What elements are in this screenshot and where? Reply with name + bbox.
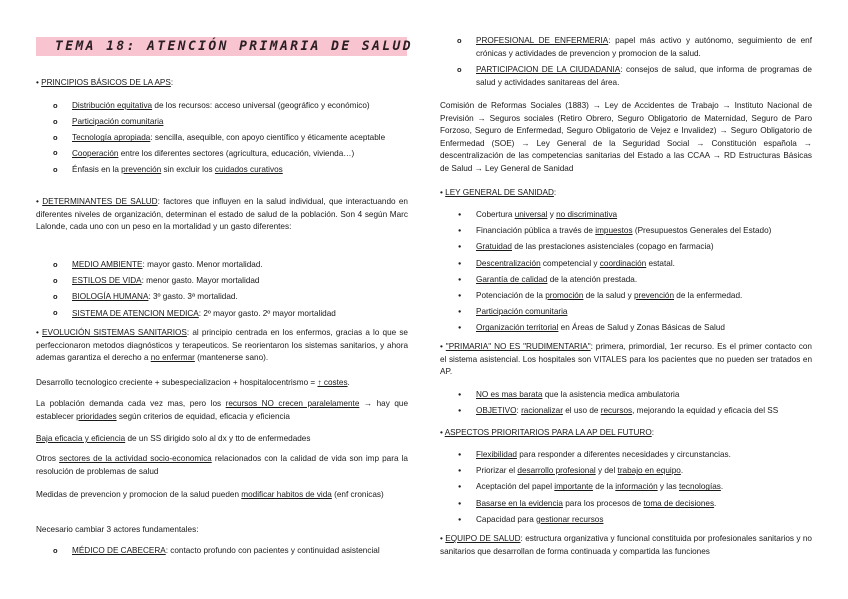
- list-item: o Distribución equitativa de los recursos: acceso universal (geográfico y económico): [36, 100, 408, 113]
- determinantes-list: [36, 259, 408, 324]
- list-item: o PARTICIPACION DE LA CIUDADANIA: consejos de salud, que informa de programas de salud y actividades sanitareas del área.: [440, 64, 812, 89]
- list-item: o ESTILOS DE VIDA: menor gasto. Mayor mortalidad: [36, 275, 408, 288]
- list-item: ● Potenciación de la promoción de la salud y prevención de la enfermedad.: [440, 290, 812, 303]
- list-item: ● Gratuidad de las prestaciones asistenciales (copago en farmacia): [440, 241, 812, 254]
- comision-paragraph: Comisión de Reformas Sociales (1883) → Ley de Accidentes de Trabajo → Instituto Nacional de Previsión → Seguros sociales (Retiro Obrero, Seguro Obligatorio de Maternidad, Seguro de Paro Forzoso, Seguro de Enfermedad, Seguro Obligatorio de Vejez e Invalidez) → Seguro Obligatorio de Enfermedad (SOE) → Ley General de la Seguridad Social → Constitución española → descentralización de las competencias sanitarias del Estado a las CCAA → RD Estructuras Básicas de Salud → Ley General de Sanidad: [440, 101, 812, 173]
- evolucion-heading: EVOLUCIÓN SISTEMAS SANITARIOS: [42, 328, 187, 337]
- list-item: ● Basarse en la evidencia para los procesos de toma de decisiones.: [440, 498, 812, 511]
- list-item: o PROFESIONAL DE ENFERMERIA: papel más activo y autónomo, seguimiento de enf crónicas y actividades de prevencion y promocion de la salud.: [440, 35, 812, 60]
- list-item: o SISTEMA DE ATENCION MEDICA: 2º mayor gasto. 2º mayor mortalidad: [36, 308, 408, 321]
- primaria-heading: "PRIMARIA" NO ES "RUDIMENTARIA": [445, 342, 591, 351]
- list-item: o MÉDICO DE CABECERA: contacto profundo con pacientes y continuidad asistencial: [36, 545, 408, 558]
- list-item: ● Aceptación del papel importante de la información y las tecnologías.: [440, 481, 812, 494]
- poblacion-paragraph: La población demanda cada vez mas, pero los recursos NO crecen paralelamente → hay que establecer prioridades según criterios de equidad, eficacia y eficiencia: [36, 399, 409, 421]
- list-item: ● Organización territorial en Áreas de Salud y Zonas Básicas de Salud: [440, 322, 812, 335]
- list-item: ● Garantía de calidad de la atención prestada.: [440, 274, 812, 287]
- list-item: ● Capacidad para gestionar recursos: [440, 514, 812, 527]
- evolucion-paragraph: • EVOLUCIÓN SISTEMAS SANITARIOS: al principio centrada en los enfermos, gracias a lo que se perfeccionaron metodos diagnósticos y terapeuticos. Se reorientaron los sistemas sanitarios, y ahora ademas garantiza el derecho a no enfermar (mantenerse sano).: [36, 328, 408, 363]
- actores-list-left: [36, 545, 408, 561]
- baja-paragraph: Baja eficacia y eficiencia de un SS dirigido solo al dx y tto de enfermedades: [36, 434, 311, 443]
- list-item: o Participación comunitaria: [36, 116, 408, 129]
- ley-list: [440, 209, 812, 339]
- principios-list: [36, 100, 408, 180]
- medidas-paragraph: Medidas de prevencion y promocion de la salud pueden modificar habitos de vida (enf cronicas): [36, 490, 384, 499]
- aspectos-list: [440, 449, 812, 530]
- principios-heading: PRINCIPIOS BÁSICOS DE LA APS: [41, 78, 171, 87]
- equipo-heading: EQUIPO DE SALUD: [445, 534, 521, 543]
- list-item: ● NO es mas barata que la asistencia medica ambulatoria: [440, 389, 812, 402]
- desarrollo-paragraph: Desarrollo tecnologico creciente + subespecializacion + hospitalocentrismo = ↑ costes.: [36, 378, 350, 387]
- otros-paragraph: Otros sectores de la actividad socio-economica relacionados con la calidad de vida son imp para la resolución de problemas de salud: [36, 454, 408, 476]
- list-item: ● Priorizar el desarrollo profesional y del trabajo en equipo.: [440, 465, 812, 478]
- determinantes-paragraph: • DETERMINANTES DE SALUD: factores que influyen en la salud individual, que interactuando en diferentes niveles de organización, determinan el estado de salud de la población. Son 4 según Marc Lalonde, cada uno con un peso en la mortalidad y un gasto diferentes:: [36, 197, 408, 232]
- list-item: ● Participación comunitaria: [440, 306, 812, 319]
- aspectos-heading: ASPECTOS PRIORITARIOS PARA LA AP DEL FUTURO: [444, 428, 652, 437]
- actores-list-right: [440, 35, 812, 93]
- ley-heading-line: • LEY GENERAL DE SANIDAD:: [440, 188, 557, 197]
- principios-heading-line: • PRINCIPIOS BÁSICOS DE LA APS:: [36, 78, 174, 87]
- list-item: o BIOLOGÍA HUMANA: 3º gasto. 3ª mortalidad.: [36, 291, 408, 304]
- page-title: TEMA 18: ATENCIÓN PRIMARIA DE SALUD: [55, 39, 413, 54]
- list-item: ● Flexibilidad para responder a diferentes necesidades y circunstancias.: [440, 449, 812, 462]
- list-item: ● Financiación pública a través de impuestos (Presupuestos Generales del Estado): [440, 225, 812, 238]
- ley-heading: LEY GENERAL DE SANIDAD: [445, 188, 554, 197]
- equipo-paragraph: • EQUIPO DE SALUD: estructura organizativa y funcional constituida por profesionales sanitarios y no sanitarios que desarrollan de forma continuada y compartida las funciones: [440, 534, 812, 556]
- list-item: ● OBJETIVO: racionalizar el uso de recursos, mejorando la equidad y eficacia del SS: [440, 405, 812, 418]
- list-item: o MEDIO AMBIENTE: mayor gasto. Menor mortalidad.: [36, 259, 408, 272]
- aspectos-heading-line: • ASPECTOS PRIORITARIOS PARA LA AP DEL FUTURO:: [440, 428, 654, 437]
- list-item: o Énfasis en la prevención sin excluir los cuidados curativos: [36, 164, 408, 177]
- list-item: o Tecnología apropiada: sencilla, asequible, con apoyo científico y éticamente aceptable: [36, 132, 408, 144]
- primaria-paragraph: • "PRIMARIA" NO ES "RUDIMENTARIA": primera, primordial, 1er recurso. Es el primer contacto con el sistema asistencial. Los hospitales son VITALES para los pacientes que no pueden ser tratados en AP.: [440, 342, 812, 377]
- determinantes-heading: DETERMINANTES DE SALUD: [42, 197, 158, 206]
- list-item: ● Descentralización competencial y coordinación estatal.: [440, 258, 812, 271]
- list-item: ● Cobertura universal y no discriminativa: [440, 209, 812, 222]
- list-item: o Cooperación entre los diferentes sectores (agricultura, educación, vivienda…): [36, 148, 408, 161]
- necesario-paragraph: Necesario cambiar 3 actores fundamentales:: [36, 525, 199, 534]
- primaria-list: [440, 389, 812, 421]
